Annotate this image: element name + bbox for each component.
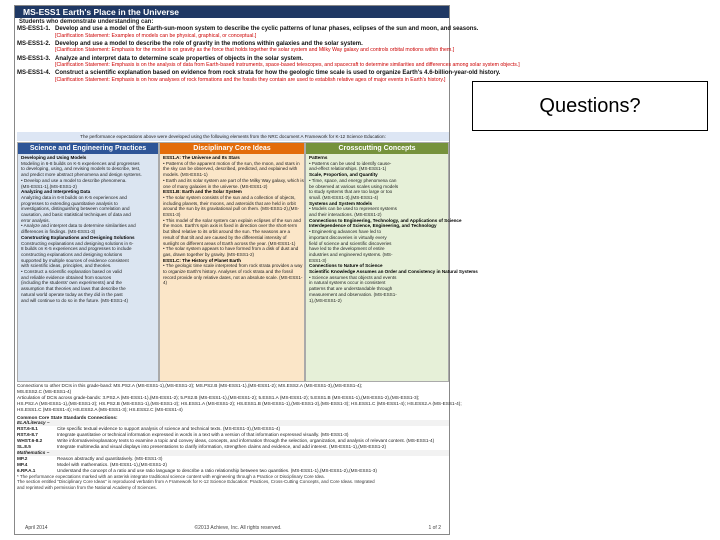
- dci-section-line: record provide only relative dates, not an absolute scale. (MS-ESS1-: [163, 274, 303, 280]
- ccc-section-line: have led to the development of entire: [309, 246, 385, 252]
- ccc-section-line: • Time, space, and energy phenomena can: [309, 177, 397, 183]
- pe-code: MS-ESS1-3.: [17, 55, 51, 62]
- ccss-text: Integrate quantitative or technical information expressed in words in a text with a version of that information expressed visually. (MS-ESS1-3): [57, 432, 349, 438]
- dci-section-line: the sky can be observed, described, predicted, and explained with: [163, 166, 298, 172]
- dci-section-line: result of that tilt and are caused by the differential intensity of: [163, 234, 287, 240]
- dci-section-line: including planets, their moons, and asteroids that are held in orbit: [163, 200, 296, 206]
- pe-title: Construct a scientific explanation based on evidence from rock strata for how the geologic time scale is used to organize Earth's 4.6-billion-year-old history.: [55, 70, 501, 77]
- connections-section: [17, 383, 462, 523]
- sep-section-line: • Analyze and interpret data to determine similarities and: [21, 223, 136, 229]
- framework-banner: The performance expectations above were developed using the following elements from the NRC document A Framework for K-12 Science Education:: [17, 132, 449, 141]
- ccc-column: [305, 142, 478, 382]
- ccss-code: RST.6-8.1: [17, 426, 38, 432]
- pe-body: [55, 56, 520, 69]
- ccc-section-heading: Connections to Nature of Science: [309, 263, 383, 269]
- ccss-code: MP.4: [17, 461, 28, 467]
- sep-section-line: to developing, using, and revising models to describe, test,: [21, 166, 141, 172]
- sep-section-line: error analysis.: [21, 217, 50, 223]
- ccss-text: Model with mathematics. (MS-ESS1-1),(MS-ESS1-2): [57, 461, 167, 467]
- ccc-section-line: 1),(MS-ESS1-2): [309, 297, 342, 303]
- pe-title: Analyze and interpret data to determine scale properties of objects in the solar system.: [55, 55, 304, 62]
- ccss-heading: Common Core State Standards Connections:: [17, 414, 118, 420]
- ccc-section-line: measurement and observation. (MS-ESS1-: [309, 291, 397, 297]
- connection-line: Articulation of DCIs across grade-bands: 3.PS2.A (MS-ESS1-1),(MS-ESS1-2); 5.PS2.B (MS-ESS1-1),(MS-ESS1-2); 5.ESS1.A (MS-ESS1-2); 5.ESS1.B (MS-ESS1-1),(MS-ESS1-2),(MS-ESS1-3);: [17, 394, 420, 400]
- ccss-code: MP.2: [17, 455, 28, 461]
- footer-date: April 2014: [25, 524, 48, 531]
- ccc-section-line: • Engineering advances have led to: [309, 229, 382, 235]
- sep-section-heading: Analyzing and Interpreting Data: [21, 189, 91, 195]
- questions-textbox[interactable]: Questions?: [472, 81, 708, 131]
- ccc-section-line: patterns that are understandable through: [309, 286, 393, 292]
- dci-section-line: 4): [163, 280, 168, 286]
- sep-section-heading: Developing and Using Models: [21, 155, 87, 160]
- connection-line: Connections to other DCIs in this grade-band: MS.PS2.A (MS-ESS1-1),(MS-ESS1-2); MS.PS2.B (MS-ESS1-1),(MS-ESS1-2); MS.ESS2.A (MS-ESS1-3),(MS-ESS1-4);: [17, 383, 363, 388]
- document-header: MS-ESS1 Earth's Place in the Universe: [15, 6, 449, 18]
- dci-section-heading: ESS1.A: The Universe and Its Stars: [163, 155, 240, 160]
- ccc-section-line: industries and engineered systems. (MS-: [309, 251, 393, 257]
- ccc-section-line: • Models can be used to represent systems: [309, 206, 397, 212]
- pe-code: MS-ESS1-1.: [17, 26, 51, 32]
- sep-section-line: progresses to extending quantitative analysis to: [21, 200, 118, 206]
- ccss-standard-row: [17, 444, 449, 450]
- dci-section-line: sunlight on different areas of Earth across the year. (MS-ESS1-1): [163, 240, 296, 246]
- sep-section-line: (including the students' own experiments) and the: [21, 280, 122, 286]
- ccc-section-line: field of science and scientific discoveries: [309, 240, 392, 246]
- footer-copyright: ©2013 Achieve, Inc. All rights reserved.: [194, 524, 282, 531]
- sep-section-line: (MS-ESS1-1),(MS-ESS1-2): [21, 183, 77, 189]
- sep-section-line: investigations, distinguishing between correlation and: [21, 206, 130, 212]
- ccc-section-line: important discoveries in virtually every: [309, 234, 387, 240]
- dci-section-line: one of many galaxies in the universe. (MS-ESS1-2): [163, 183, 268, 189]
- sep-section-line: Constructing explanations and designing solutions in 6-: [21, 240, 134, 246]
- footnote-line: and reprinted with permission from the National Academy of Sciences.: [17, 484, 157, 490]
- dci-section-line: the moon. Earth's spin axis is fixed in direction over the short-term: [163, 223, 298, 229]
- ccss-text: Understand the concept of a ratio and use ratio language to describe a ratio relationship between two quantities. (MS-ESS1-1),(MS-ESS1-2),(MS-ESS1-3): [57, 467, 377, 473]
- dci-section-line: gas, drawn together by gravity. (MS-ESS1-2): [163, 251, 255, 257]
- pe-row: [17, 55, 520, 69]
- standards-document-page: [14, 5, 520, 535]
- ccc-section-line: to study systems that are too large or too: [309, 189, 393, 195]
- sep-column-title: Science and Engineering Practices: [18, 143, 158, 154]
- pe-title: Develop and use a model of the Earth-sun-moon system to describe the cyclic patterns of lunar phases, eclipses of the sun and moon, and seasons.: [55, 26, 479, 32]
- dci-section-line: to organize Earth's history. Analyses of rock strata and the fossil: [163, 269, 293, 275]
- dci-column-title: Disciplinary Core Ideas: [160, 143, 304, 154]
- pe-clarification: [Clarification Statement: Emphasis is on the analysis of data from Earth-based instruments, space-based telescopes, and spacecraft to determine similarities and differences among solar system objects.]: [55, 62, 520, 69]
- pe-intro: Students who demonstrate understanding can:: [19, 19, 154, 25]
- ccc-section-line: and their interactions. (MS-ESS1-2): [309, 212, 382, 218]
- dci-section-heading: ESS1.C: The History of Planet Earth: [163, 257, 242, 263]
- sep-section-line: supported by multiple sources of evidence consistent: [21, 257, 129, 263]
- ccc-section-line: • Science assumes that objects and events: [309, 274, 397, 280]
- sep-section-line: • Construct a scientific explanation based on valid: [21, 269, 122, 275]
- dci-section-line: but tilted relative to its orbit around the sun. The seasons are a: [163, 229, 291, 235]
- pe-row: [17, 40, 455, 54]
- ccc-section-line: ESS1-3): [309, 257, 327, 263]
- connection-line: HS.ESS1.C (MS-ESS1-4); HS.ESS2.A (MS-ESS1-3); HS.ESS2.C (MS-ESS1-4): [17, 406, 183, 412]
- dci-section-line: • The geologic time scale interpreted from rock strata provides a way: [163, 263, 303, 269]
- dci-section-line: • Earth and its solar system are part of the Milky Way galaxy, which is: [163, 177, 304, 183]
- ccss-text: Integrate multimedia and visual displays into presentations to clarify information, strengthen claims and evidence, and add interest. (MS-ESS1-1),(MS-ESS1-2): [57, 444, 387, 450]
- sep-section-line: Modeling in 6-8 builds on K-5 experiences and progresses: [21, 160, 140, 166]
- dci-section-line: around the sun by its gravitational pull on them. (MS-ESS1-2),(MS-: [163, 206, 300, 212]
- ccss-code: SL.8.5: [17, 444, 31, 450]
- pe-body: [55, 26, 478, 39]
- dci-section-line: • This model of the solar system can explain eclipses of the sun and: [163, 217, 301, 223]
- pe-title: Develop and use a model to describe the role of gravity in the motions within galaxies and the solar system.: [55, 40, 363, 47]
- ccc-section-heading: Patterns: [309, 155, 328, 160]
- sep-section-line: natural world operate today as they did in the past: [21, 291, 123, 297]
- ccc-section-line: be observed at various scales using models: [309, 183, 399, 189]
- sep-section-line: and will continue to do so in the future. (MS-ESS1-4): [21, 297, 128, 303]
- pe-clarification: [Clarification Statement: Examples of models can be physical, graphical, or conceptual.]: [55, 32, 257, 39]
- dci-section-line: • Patterns of the apparent motion of the sun, the moon, and stars in: [163, 160, 300, 166]
- ccc-section-heading: Connections to Engineering, Technology, and Applications of Science: [309, 217, 462, 223]
- sep-section-line: 8 builds on K-5 experiences and progresses to include: [21, 246, 132, 252]
- ccc-section-heading: Scientific Knowledge Assumes an Order and Consistency in Natural Systems: [309, 269, 478, 275]
- sep-section-line: • Develop and use a model to describe phenomena.: [21, 177, 127, 183]
- pe-clarification: [Clarification Statement: Emphasis is on how analyses of rock formations and the fossils they contain are used to establish relative ages of major events in Earth's history.]: [55, 76, 446, 83]
- ccss-text: Write informative/explanatory texts to examine a topic and convey ideas, concepts, and information through the selection, organization, and analysis of relevant content. (MS-ESS1-4): [57, 438, 435, 444]
- ccc-section-heading: Systems and System Models: [309, 200, 373, 206]
- dci-section-heading: ESS1.B: Earth and the Solar System: [163, 189, 242, 195]
- pe-code: MS-ESS1-2.: [17, 40, 51, 47]
- ccc-column-title: Crosscutting Concepts: [306, 143, 448, 154]
- dci-column: [159, 142, 305, 382]
- footer-page: 1 of 2: [428, 524, 441, 531]
- pe-row: [17, 26, 479, 39]
- dci-section-line: ESS1-3): [163, 212, 181, 218]
- ccss-math-label: Mathematics –: [17, 450, 449, 456]
- ccc-section-line: small. (MS-ESS1-3),(MS-ESS1-4): [309, 194, 379, 200]
- sep-section-line: and reliable evidence obtained from sources: [21, 274, 112, 280]
- footnote-line: * The performance expectations marked with an asterisk integrate traditional science content with engineering through a Practice or Disciplinary Core Idea.: [17, 473, 325, 479]
- sep-column: [17, 142, 159, 382]
- footnote-line: The section entitled "Disciplinary Core Ideas" is reproduced verbatim from A Framework for K-12 Science Education: Practices, Cross-Cutting Concepts, and Core Ideas. Integrated: [17, 479, 375, 485]
- sep-section-line: differences in findings. (MS-ESS1-3): [21, 229, 96, 235]
- pe-row: [17, 70, 501, 83]
- ccss-text: Reason abstractly and quantitatively. (MS-ESS1-3): [57, 455, 163, 461]
- ccss-text: Cite specific textual evidence to support analysis of science and technical texts. (MS-ESS1-3),(MS-ESS1-4): [57, 426, 281, 432]
- sep-section-heading: Constructing Explanations and Designing Solutions: [21, 234, 135, 240]
- pe-code: MS-ESS1-4.: [17, 70, 51, 77]
- sep-section-line: causation, and basic statistical techniques of data and: [21, 212, 131, 218]
- dci-section-line: • The solar system consists of the sun and a collection of objects,: [163, 194, 296, 200]
- document-footer: [25, 523, 441, 532]
- ccss-code: RST.6-8.7: [17, 432, 38, 438]
- sep-section-line: constructing explanations and designing solutions: [21, 251, 123, 257]
- ccc-section-heading: Interdependence of Science, Engineering, and Technology: [309, 223, 437, 229]
- ccss-code: WHST.6-8.2: [17, 438, 43, 444]
- connection-line: HS.PS2.A (MS-ESS1-1),(MS-ESS1-2); HS.PS2.B (MS-ESS1-1),(MS-ESS1-2); HS.ESS1.A (MS-ESS1-2); HS.ESS1.B (MS-ESS1-1),(MS-ESS1-2),(MS-ESS1-3); HS.ESS1.C (MS-ESS1-4); HS.ESS2.A (MS-ESS1-4);: [17, 400, 462, 406]
- ccc-section-line: in natural systems occur in consistent: [309, 280, 386, 286]
- ccc-section-line: and-effect relationships. (MS-ESS1-1): [309, 166, 387, 172]
- ccss-code: 6.RP.A.1: [17, 467, 36, 473]
- pe-body: [55, 41, 454, 54]
- sep-section-line: with scientific ideas, principles, and theories.: [21, 263, 112, 269]
- dci-section-line: • The solar system appears to have formed from a disk of dust and: [163, 246, 299, 252]
- sep-section-line: assumption that theories and laws that describe the: [21, 286, 126, 292]
- sep-section-line: and predict more abstract phenomena and design systems.: [21, 172, 142, 178]
- dci-section-line: models. (MS-ESS1-1): [163, 172, 208, 178]
- pe-clarification: [Clarification Statement: Emphasis for the model is on gravity as the force that holds together the solar system and Milky Way galaxy and controls orbital motions within them.]: [55, 47, 455, 54]
- ccss-ela-label: ELA/Literacy –: [17, 420, 449, 426]
- connection-line: MS.ESS2.C (MS-ESS1-4): [17, 388, 72, 394]
- performance-expectations: [17, 19, 520, 131]
- sep-section-line: Analyzing data in 6-8 builds on K-5 experiences and: [21, 194, 127, 200]
- pe-body: [55, 70, 500, 83]
- ccc-section-heading: Scale, Proportion, and Quantity: [309, 172, 378, 178]
- ccc-section-line: • Patterns can be used to identify cause-: [309, 160, 392, 166]
